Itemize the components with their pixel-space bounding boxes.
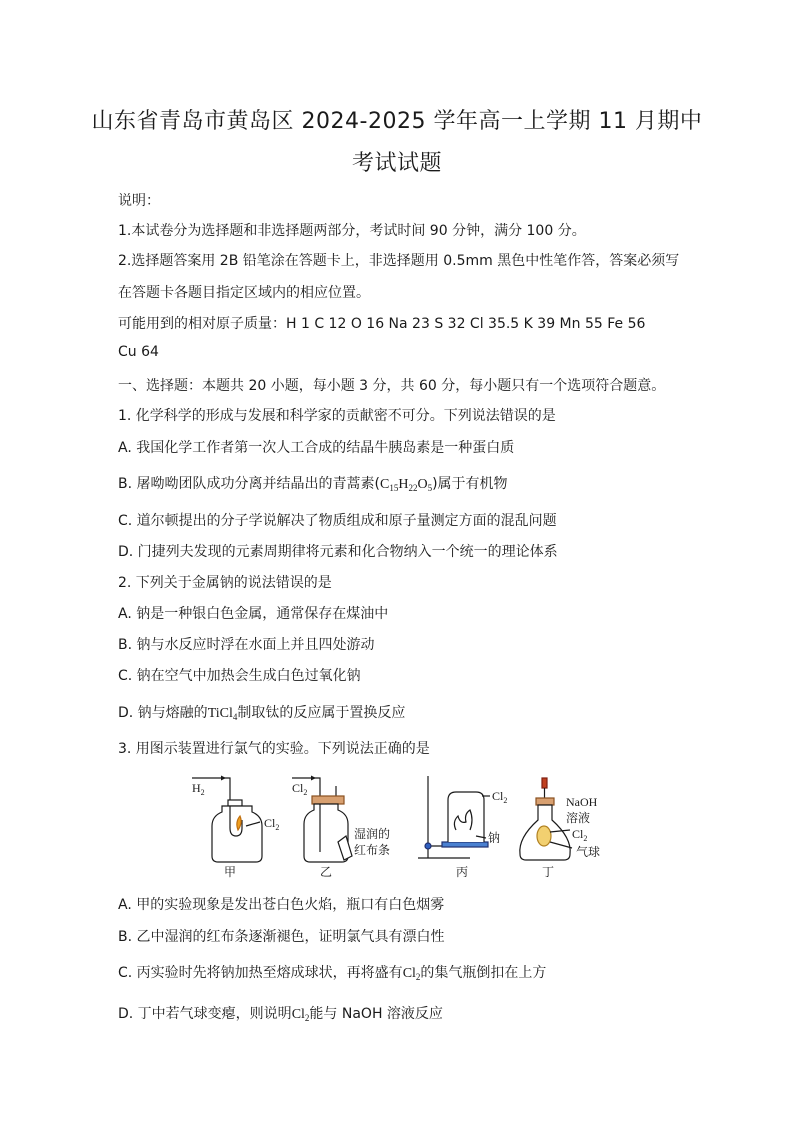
formula-ticl4: TiCl$_4$: [207, 706, 238, 722]
label-cl2-yi: $Cl_2$: [292, 781, 308, 797]
question-2-stem: 2. 下列关于金属钠的说法错误的是: [118, 575, 332, 591]
option-c-text-post: 的集气瓶倒扣在上方: [420, 965, 547, 981]
question-2-option-b: B. 钠与水反应时浮在水面上并且四处游动: [118, 637, 375, 653]
formula-cl2: $Cl_2$: [402, 966, 421, 982]
question-3-option-d: [118, 1003, 443, 1023]
question-3-option-c: [118, 962, 546, 982]
label-ding: 丁: [542, 865, 555, 879]
question-3-option-b: B. 乙中湿润的红布条逐渐褪色，证明氯气具有漂白性: [118, 929, 445, 945]
question-1-option-c: C. 道尔顿提出的分子学说解决了物质组成和原子量测定方面的混乱问题: [118, 513, 557, 529]
option-c-text-pre: C. 丙实验时先将钠加热至熔成球状，再将盛有: [118, 965, 403, 981]
question-3-option-a: A. 甲的实验现象是发出苍白色火焰，瓶口有白色烟雾: [118, 897, 445, 913]
label-wet-strip-1: 湿润的: [354, 827, 391, 841]
instruction-item-1: 1.本试卷分为选择题和非选择题两部分，考试时间 90 分钟，满分 100 分。: [118, 223, 586, 239]
instruction-item-2a: 2.选择题答案用 2B 铅笔涂在答题卡上，非选择题用 0.5mm 黑色中性笔作答，答案必须写: [118, 253, 680, 269]
option-b-text-pre: B. 屠呦呦团队成功分离并结晶出的青蒿素(: [118, 476, 380, 492]
option-d-text-post: 制取钛的反应属于置换反应: [237, 705, 406, 721]
option-d-text-pre: D. 丁中若气球变瘪，则说明: [118, 1006, 292, 1022]
label-yi: 乙: [320, 865, 333, 879]
question-2-option-d: [118, 702, 405, 722]
label-cl2-ding: $Cl_2$: [572, 827, 588, 843]
atomic-masses-line1: 可能用到的相对原子质量：H 1 C 12 O 16 Na 23 S 32 Cl 35.5 K 39 Mn 55 Fe 56: [118, 316, 646, 332]
page-title-line2: 考试试题: [351, 151, 442, 176]
instructions-heading: 说明：: [118, 193, 160, 209]
question-2-option-a: A. 钠是一种银白色金属，通常保存在煤油中: [118, 606, 389, 622]
label-jia: 甲: [224, 865, 237, 879]
question-2-option-c: C. 钠在空气中加热会生成白色过氧化钠: [118, 668, 361, 684]
question-3-stem: 3. 用图示装置进行氯气的实验。下列说法正确的是: [118, 741, 430, 757]
label-wet-strip-2: 红布条: [354, 843, 391, 857]
option-d-text-pre: D. 钠与熔融的: [118, 705, 208, 721]
question-1-stem: 1. 化学科学的形成与发展和科学家的贡献密不可分。下列说法错误的是: [118, 408, 556, 424]
page-title-line1: 山东省青岛市黄岛区 2024-2025 学年高一上学期 11 月期中: [91, 109, 703, 134]
label-bing: 丙: [456, 865, 469, 879]
question-1-option-b: [118, 473, 508, 493]
question-1-option-d: D. 门捷列夫发现的元素周期律将元素和化合物纳入一个统一的理论体系: [118, 544, 558, 560]
option-b-text-post: )属于有机物: [432, 476, 508, 492]
label-solution: 溶液: [566, 811, 591, 825]
label-h2: $H_2$: [192, 781, 205, 797]
section-heading: 一、选择题：本题共 20 小题，每小题 3 分，共 60 分，每小题只有一个选项符合题意。: [118, 378, 666, 394]
label-cl2-bing: $Cl_2$: [492, 789, 508, 805]
question-1-option-a: A. 我国化学工作者第一次人工合成的结晶牛胰岛素是一种蛋白质: [118, 440, 515, 456]
label-cl2-jia: $Cl_2$: [264, 816, 280, 832]
apparatus-figure: [180, 770, 620, 880]
label-balloon: 气球: [576, 845, 601, 859]
option-d-text-post: 能与 NaOH 溶液反应: [309, 1006, 443, 1022]
atomic-masses-line2: Cu 64: [118, 344, 159, 360]
apparatus-ding: [520, 778, 572, 860]
label-na: 钠: [488, 831, 501, 845]
apparatus-bing: [418, 776, 490, 858]
formula-qinghaosu: $C_{15}H_{22}O_5$: [379, 477, 433, 493]
label-naoh: NaOH: [566, 795, 598, 809]
instruction-item-2b: 在答题卡各题目指定区域内的相应位置。: [118, 285, 370, 301]
formula-cl2: $Cl_2$: [291, 1007, 310, 1023]
